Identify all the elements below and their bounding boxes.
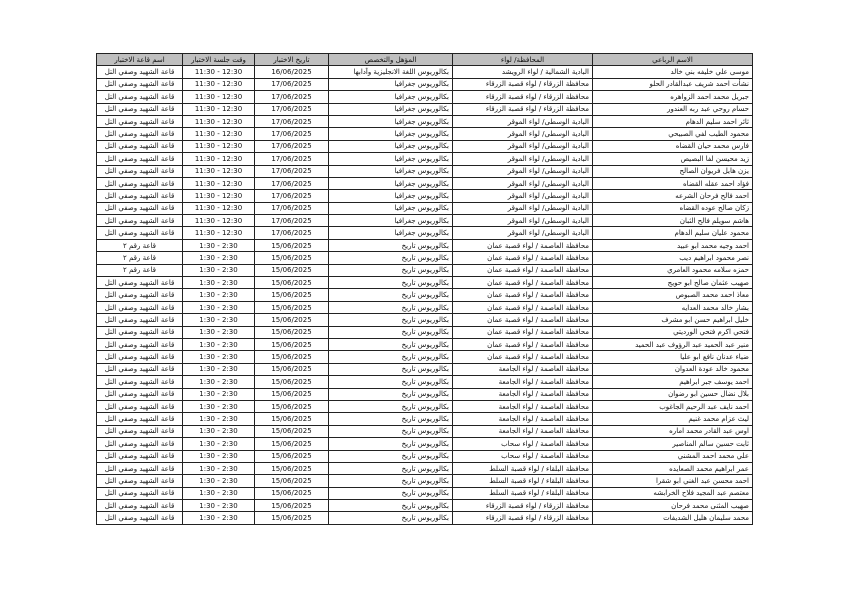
cell-full-name: ضياء عدنان نافع ابو عليا (593, 351, 753, 363)
cell-hall-name: قاعة الشهيد وصفي التل (97, 177, 183, 189)
cell-governorate: محافظة الزرقاء / لواء قصبة الزرقاء (453, 512, 593, 524)
cell-hall-name: قاعة الشهيد وصفي التل (97, 400, 183, 412)
cell-qualification: بكالوريوس جغرافيا (329, 153, 453, 165)
cell-exam-date: 17/06/2025 (255, 115, 329, 127)
cell-full-name: معتصم عبد المجيد فلاح الخرابشه (593, 487, 753, 499)
cell-full-name: ليث عزام محمد غنيم (593, 413, 753, 425)
cell-session-time: 1:30 - 2:30 (183, 264, 255, 276)
cell-qualification: بكالوريوس تاريخ (329, 487, 453, 499)
cell-session-time: 11:30 - 12:30 (183, 103, 255, 115)
header-session-time: وقت جلسة الاختبار (183, 54, 255, 66)
cell-qualification: بكالوريوس جغرافيا (329, 190, 453, 202)
cell-exam-date: 17/06/2025 (255, 215, 329, 227)
cell-exam-date: 17/06/2025 (255, 91, 329, 103)
cell-exam-date: 15/06/2025 (255, 425, 329, 437)
table-row (97, 400, 753, 412)
cell-full-name: محمد سليمان هليل الشديفات (593, 512, 753, 524)
cell-governorate: محافظة العاصمة / لواء الجامعة (453, 400, 593, 412)
cell-exam-date: 15/06/2025 (255, 450, 329, 462)
cell-exam-date: 17/06/2025 (255, 177, 329, 189)
cell-qualification: بكالوريوس تاريخ (329, 363, 453, 375)
cell-hall-name: قاعة الشهيد وصفي التل (97, 425, 183, 437)
cell-governorate: البادية الوسطى/ لواء الموقر (453, 190, 593, 202)
cell-governorate: محافظة العاصمة / لواء قصبة عمان (453, 239, 593, 251)
cell-qualification: بكالوريوس جغرافيا (329, 78, 453, 90)
cell-qualification: بكالوريوس تاريخ (329, 277, 453, 289)
cell-exam-date: 15/06/2025 (255, 338, 329, 350)
cell-session-time: 11:30 - 12:30 (183, 91, 255, 103)
cell-governorate: محافظة العاصمة / لواء الجامعة (453, 413, 593, 425)
table-row (97, 326, 753, 338)
table-row (97, 165, 753, 177)
cell-hall-name: قاعة الشهيد وصفي التل (97, 363, 183, 375)
header-full-name: الاسم الرباعي (593, 54, 753, 66)
cell-hall-name: قاعة الشهيد وصفي التل (97, 475, 183, 487)
cell-hall-name: قاعة الشهيد وصفي التل (97, 289, 183, 301)
cell-qualification: بكالوريوس اللغة الانجليزية وآدابها (329, 66, 453, 78)
cell-full-name: بلال نضال حسين ابو رضوان (593, 388, 753, 400)
cell-full-name: احمد فالح فرحان الشرعه (593, 190, 753, 202)
table-row (97, 227, 753, 239)
cell-hall-name: قاعة الشهيد وصفي التل (97, 462, 183, 474)
cell-governorate: البادية الوسطى/ لواء الموقر (453, 227, 593, 239)
cell-governorate: محافظة العاصمة / لواء قصبة عمان (453, 301, 593, 313)
cell-full-name: ثابت حسين سالم المناصير (593, 438, 753, 450)
cell-exam-date: 15/06/2025 (255, 252, 329, 264)
cell-full-name: فتحي اكرم فتحي الورديتي (593, 326, 753, 338)
table-row (97, 128, 753, 140)
cell-full-name: منير عبد الحميد عبد الرؤوف عبد الحميد (593, 338, 753, 350)
table-row (97, 413, 753, 425)
cell-exam-date: 17/06/2025 (255, 227, 329, 239)
table-row (97, 103, 753, 115)
cell-full-name: خليل ابراهيم حسن ابو مشرف (593, 314, 753, 326)
cell-qualification: بكالوريوس جغرافيا (329, 177, 453, 189)
cell-exam-date: 15/06/2025 (255, 413, 329, 425)
cell-governorate: محافظة الزرقاء / لواء قصبة الزرقاء (453, 91, 593, 103)
cell-hall-name: قاعة الشهيد وصفي التل (97, 128, 183, 140)
cell-hall-name: قاعة رقم ٢ (97, 239, 183, 251)
table-row (97, 289, 753, 301)
table-row (97, 425, 753, 437)
cell-qualification: بكالوريوس تاريخ (329, 462, 453, 474)
cell-session-time: 1:30 - 2:30 (183, 450, 255, 462)
table-row (97, 388, 753, 400)
cell-hall-name: قاعة الشهيد وصفي التل (97, 500, 183, 512)
cell-exam-date: 16/06/2025 (255, 66, 329, 78)
table-row (97, 475, 753, 487)
cell-qualification: بكالوريوس تاريخ (329, 252, 453, 264)
table-row (97, 351, 753, 363)
cell-full-name: محمود خالد عودة العدوان (593, 363, 753, 375)
cell-session-time: 1:30 - 2:30 (183, 487, 255, 499)
header-qualification: المؤهل والتخصص (329, 54, 453, 66)
cell-hall-name: قاعة الشهيد وصفي التل (97, 413, 183, 425)
cell-hall-name: قاعة الشهيد وصفي التل (97, 215, 183, 227)
cell-governorate: محافظة العاصمة / لواء قصبة عمان (453, 314, 593, 326)
cell-governorate: البادية الوسطى/ لواء الموقر (453, 165, 593, 177)
cell-session-time: 11:30 - 12:30 (183, 202, 255, 214)
header-hall-name: اسم قاعة الاختبار (97, 54, 183, 66)
cell-governorate: محافظة العاصمة / لواء سحاب (453, 438, 593, 450)
cell-hall-name: قاعة الشهيد وصفي التل (97, 388, 183, 400)
cell-session-time: 11:30 - 12:30 (183, 227, 255, 239)
cell-qualification: بكالوريوس جغرافيا (329, 128, 453, 140)
cell-qualification: بكالوريوس تاريخ (329, 512, 453, 524)
cell-qualification: بكالوريوس تاريخ (329, 400, 453, 412)
cell-qualification: بكالوريوس جغرافيا (329, 202, 453, 214)
cell-session-time: 1:30 - 2:30 (183, 239, 255, 251)
cell-governorate: محافظة البلقاء / لواء قصبة السلط (453, 475, 593, 487)
cell-exam-date: 17/06/2025 (255, 128, 329, 140)
cell-hall-name: قاعة الشهيد وصفي التل (97, 165, 183, 177)
cell-full-name: هاشم سويلم فالح الثبان (593, 215, 753, 227)
table-header (97, 54, 753, 66)
cell-governorate: البادية الوسطى/ لواء الموقر (453, 202, 593, 214)
cell-session-time: 11:30 - 12:30 (183, 215, 255, 227)
cell-qualification: بكالوريوس تاريخ (329, 450, 453, 462)
cell-governorate: البادية الوسطى/ لواء الموقر (453, 215, 593, 227)
table-row (97, 277, 753, 289)
cell-session-time: 1:30 - 2:30 (183, 475, 255, 487)
cell-governorate: محافظة الزرقاء / لواء قصبة الزرقاء (453, 500, 593, 512)
cell-qualification: بكالوريوس تاريخ (329, 500, 453, 512)
cell-exam-date: 15/06/2025 (255, 326, 329, 338)
cell-hall-name: قاعة الشهيد وصفي التل (97, 190, 183, 202)
cell-session-time: 11:30 - 12:30 (183, 115, 255, 127)
cell-governorate: محافظة العاصمة / لواء الجامعة (453, 376, 593, 388)
cell-full-name: فارس محمد حيان القضاه (593, 140, 753, 152)
cell-exam-date: 15/06/2025 (255, 363, 329, 375)
cell-governorate: محافظة العاصمة / لواء قصبة عمان (453, 338, 593, 350)
cell-full-name: محمود الطيب لفي الصبيحي (593, 128, 753, 140)
cell-qualification: بكالوريوس تاريخ (329, 289, 453, 301)
cell-qualification: بكالوريوس تاريخ (329, 413, 453, 425)
cell-full-name: اوس عبد القادر محمد اماره (593, 425, 753, 437)
cell-hall-name: قاعة رقم ٢ (97, 252, 183, 264)
cell-governorate: البادية الشمالية / لواء الرويشد (453, 66, 593, 78)
cell-qualification: بكالوريوس جغرافيا (329, 115, 453, 127)
cell-exam-date: 15/06/2025 (255, 376, 329, 388)
cell-full-name: يزن هايل فريوان الصالح (593, 165, 753, 177)
table-row (97, 66, 753, 78)
table-row (97, 91, 753, 103)
cell-governorate: محافظة العاصمة / لواء الجامعة (453, 363, 593, 375)
cell-governorate: محافظة العاصمة / لواء قصبة عمان (453, 264, 593, 276)
cell-qualification: بكالوريوس تاريخ (329, 351, 453, 363)
cell-full-name: ثائر احمد سليم الدهام (593, 115, 753, 127)
cell-full-name: احمد يوسف جبر ابراهيم (593, 376, 753, 388)
cell-session-time: 1:30 - 2:30 (183, 252, 255, 264)
cell-full-name: نصر محمود ابراهيم ديب (593, 252, 753, 264)
cell-governorate: محافظة العاصمة / لواء قصبة عمان (453, 351, 593, 363)
cell-hall-name: قاعة الشهيد وصفي التل (97, 66, 183, 78)
cell-hall-name: قاعة الشهيد وصفي التل (97, 115, 183, 127)
table-row (97, 252, 753, 264)
table-row (97, 153, 753, 165)
cell-exam-date: 17/06/2025 (255, 78, 329, 90)
table-row (97, 264, 753, 276)
cell-session-time: 1:30 - 2:30 (183, 289, 255, 301)
cell-session-time: 1:30 - 2:30 (183, 388, 255, 400)
cell-qualification: بكالوريوس تاريخ (329, 338, 453, 350)
table-body (97, 66, 753, 524)
cell-qualification: بكالوريوس تاريخ (329, 425, 453, 437)
cell-exam-date: 15/06/2025 (255, 239, 329, 251)
cell-session-time: 1:30 - 2:30 (183, 301, 255, 313)
cell-session-time: 11:30 - 12:30 (183, 165, 255, 177)
cell-full-name: محمود عليان سليم الدهام (593, 227, 753, 239)
cell-session-time: 1:30 - 2:30 (183, 363, 255, 375)
cell-exam-date: 15/06/2025 (255, 314, 329, 326)
cell-governorate: البادية الوسطى/ لواء الموقر (453, 115, 593, 127)
cell-exam-date: 15/06/2025 (255, 264, 329, 276)
cell-full-name: صهيب عثمان صالح ابو حويج (593, 277, 753, 289)
table-row (97, 376, 753, 388)
cell-hall-name: قاعة الشهيد وصفي التل (97, 227, 183, 239)
cell-qualification: بكالوريوس جغرافيا (329, 227, 453, 239)
cell-full-name: زيد محيسن لفا البصيص (593, 153, 753, 165)
cell-hall-name: قاعة الشهيد وصفي التل (97, 277, 183, 289)
cell-governorate: محافظة البلقاء / لواء قصبة السلط (453, 487, 593, 499)
cell-qualification: بكالوريوس تاريخ (329, 264, 453, 276)
cell-exam-date: 17/06/2025 (255, 190, 329, 202)
cell-governorate: محافظة العاصمة / لواء سحاب (453, 450, 593, 462)
cell-full-name: حمزه سلامه محمود العامري (593, 264, 753, 276)
cell-governorate: محافظة البلقاء / لواء قصبة السلط (453, 462, 593, 474)
cell-hall-name: قاعة الشهيد وصفي التل (97, 351, 183, 363)
cell-session-time: 1:30 - 2:30 (183, 425, 255, 437)
cell-exam-date: 15/06/2025 (255, 512, 329, 524)
cell-hall-name: قاعة الشهيد وصفي التل (97, 450, 183, 462)
cell-exam-date: 17/06/2025 (255, 165, 329, 177)
cell-session-time: 11:30 - 12:30 (183, 140, 255, 152)
cell-governorate: محافظة العاصمة / لواء قصبة عمان (453, 252, 593, 264)
cell-session-time: 11:30 - 12:30 (183, 78, 255, 90)
cell-governorate: محافظة العاصمة / لواء الجامعة (453, 388, 593, 400)
cell-governorate: محافظة الزرقاء / لواء قصبة الزرقاء (453, 103, 593, 115)
cell-exam-date: 15/06/2025 (255, 277, 329, 289)
table-row (97, 215, 753, 227)
cell-qualification: بكالوريوس تاريخ (329, 314, 453, 326)
cell-governorate: محافظة العاصمة / لواء الجامعة (453, 425, 593, 437)
cell-full-name: نشأت احمد شريف عبدالقادر الحلو (593, 78, 753, 90)
cell-exam-date: 17/06/2025 (255, 140, 329, 152)
cell-qualification: بكالوريوس تاريخ (329, 326, 453, 338)
cell-exam-date: 15/06/2025 (255, 400, 329, 412)
cell-hall-name: قاعة الشهيد وصفي التل (97, 338, 183, 350)
table-row (97, 462, 753, 474)
header-exam-date: تاريخ الاختبار (255, 54, 329, 66)
cell-full-name: فؤاد احمد عقله القضاه (593, 177, 753, 189)
cell-qualification: بكالوريوس تاريخ (329, 438, 453, 450)
exam-schedule-table (96, 53, 753, 525)
cell-qualification: بكالوريوس تاريخ (329, 239, 453, 251)
cell-session-time: 1:30 - 2:30 (183, 413, 255, 425)
cell-exam-date: 17/06/2025 (255, 103, 329, 115)
cell-session-time: 1:30 - 2:30 (183, 376, 255, 388)
cell-governorate: البادية الوسطى/ لواء الموقر (453, 177, 593, 189)
cell-hall-name: قاعة الشهيد وصفي التل (97, 487, 183, 499)
table-row (97, 314, 753, 326)
cell-session-time: 1:30 - 2:30 (183, 462, 255, 474)
cell-full-name: احمد محسن عبد الغني ابو شقرا (593, 475, 753, 487)
cell-full-name: احمد نايف عبد الرحيم الجاغوب (593, 400, 753, 412)
cell-full-name: حسام روحي عبد ربه العندور (593, 103, 753, 115)
cell-session-time: 11:30 - 12:30 (183, 153, 255, 165)
table-row (97, 140, 753, 152)
cell-hall-name: قاعة الشهيد وصفي التل (97, 314, 183, 326)
table-row (97, 450, 753, 462)
cell-hall-name: قاعة رقم ٢ (97, 264, 183, 276)
cell-qualification: بكالوريوس جغرافيا (329, 165, 453, 177)
cell-qualification: بكالوريوس تاريخ (329, 388, 453, 400)
cell-session-time: 11:30 - 12:30 (183, 177, 255, 189)
table-row (97, 438, 753, 450)
cell-exam-date: 15/06/2025 (255, 289, 329, 301)
cell-hall-name: قاعة الشهيد وصفي التل (97, 153, 183, 165)
cell-full-name: زكان صالح عوده القضاه (593, 202, 753, 214)
cell-hall-name: قاعة الشهيد وصفي التل (97, 202, 183, 214)
table-row (97, 338, 753, 350)
cell-exam-date: 17/06/2025 (255, 202, 329, 214)
cell-governorate: البادية الوسطى/ لواء الموقر (453, 140, 593, 152)
table-row (97, 177, 753, 189)
cell-qualification: بكالوريوس جغرافيا (329, 103, 453, 115)
cell-qualification: بكالوريوس جغرافيا (329, 140, 453, 152)
cell-hall-name: قاعة الشهيد وصفي التل (97, 438, 183, 450)
cell-hall-name: قاعة الشهيد وصفي التل (97, 376, 183, 388)
cell-qualification: بكالوريوس تاريخ (329, 376, 453, 388)
cell-qualification: بكالوريوس جغرافيا (329, 215, 453, 227)
cell-exam-date: 17/06/2025 (255, 153, 329, 165)
table-row (97, 239, 753, 251)
cell-hall-name: قاعة الشهيد وصفي التل (97, 512, 183, 524)
table-row (97, 115, 753, 127)
cell-exam-date: 15/06/2025 (255, 388, 329, 400)
cell-session-time: 1:30 - 2:30 (183, 326, 255, 338)
table-row (97, 363, 753, 375)
cell-session-time: 1:30 - 2:30 (183, 500, 255, 512)
table-row (97, 202, 753, 214)
cell-governorate: محافظة العاصمة / لواء قصبة عمان (453, 277, 593, 289)
cell-session-time: 1:30 - 2:30 (183, 512, 255, 524)
table-row (97, 78, 753, 90)
cell-hall-name: قاعة الشهيد وصفي التل (97, 78, 183, 90)
cell-hall-name: قاعة الشهيد وصفي التل (97, 140, 183, 152)
cell-hall-name: قاعة الشهيد وصفي التل (97, 91, 183, 103)
cell-exam-date: 15/06/2025 (255, 487, 329, 499)
cell-qualification: بكالوريوس تاريخ (329, 475, 453, 487)
header-governorate: المحافظة/ لواء (453, 54, 593, 66)
cell-hall-name: قاعة الشهيد وصفي التل (97, 301, 183, 313)
cell-governorate: محافظة العاصمة / لواء قصبة عمان (453, 289, 593, 301)
cell-full-name: احمد وجيه محمد ابو عبيد (593, 239, 753, 251)
cell-full-name: عمر ابراهيم محمد الصعايده (593, 462, 753, 474)
cell-governorate: محافظة العاصمة / لواء قصبة عمان (453, 326, 593, 338)
cell-exam-date: 15/06/2025 (255, 475, 329, 487)
cell-full-name: بشار خالد محمد العدايه (593, 301, 753, 313)
cell-session-time: 1:30 - 2:30 (183, 400, 255, 412)
table-row (97, 301, 753, 313)
cell-session-time: 11:30 - 12:30 (183, 66, 255, 78)
cell-exam-date: 15/06/2025 (255, 438, 329, 450)
cell-full-name: جبريل محمد احمد الزواهره (593, 91, 753, 103)
cell-session-time: 1:30 - 2:30 (183, 351, 255, 363)
cell-exam-date: 15/06/2025 (255, 301, 329, 313)
cell-qualification: بكالوريوس جغرافيا (329, 91, 453, 103)
cell-exam-date: 15/06/2025 (255, 351, 329, 363)
header-row (97, 54, 753, 66)
table-row (97, 487, 753, 499)
cell-session-time: 1:30 - 2:30 (183, 338, 255, 350)
table-row (97, 190, 753, 202)
table-row (97, 512, 753, 524)
cell-hall-name: قاعة الشهيد وصفي التل (97, 326, 183, 338)
table-row (97, 500, 753, 512)
cell-full-name: موسى علي خليفه بني خالد (593, 66, 753, 78)
cell-session-time: 11:30 - 12:30 (183, 128, 255, 140)
cell-qualification: بكالوريوس تاريخ (329, 301, 453, 313)
cell-session-time: 11:30 - 12:30 (183, 190, 255, 202)
cell-session-time: 1:30 - 2:30 (183, 277, 255, 289)
cell-governorate: البادية الوسطى/ لواء الموقر (453, 128, 593, 140)
cell-exam-date: 15/06/2025 (255, 500, 329, 512)
cell-governorate: محافظة الزرقاء / لواء قصبة الزرقاء (453, 78, 593, 90)
cell-session-time: 1:30 - 2:30 (183, 438, 255, 450)
cell-full-name: معاذ احمد محمد الصبوص (593, 289, 753, 301)
cell-hall-name: قاعة الشهيد وصفي التل (97, 103, 183, 115)
cell-governorate: البادية الوسطى/ لواء الموقر (453, 153, 593, 165)
cell-full-name: علي محمد احمد المشني (593, 450, 753, 462)
cell-exam-date: 15/06/2025 (255, 462, 329, 474)
cell-session-time: 1:30 - 2:30 (183, 314, 255, 326)
cell-full-name: صهيب المثنى محمد فرحان (593, 500, 753, 512)
